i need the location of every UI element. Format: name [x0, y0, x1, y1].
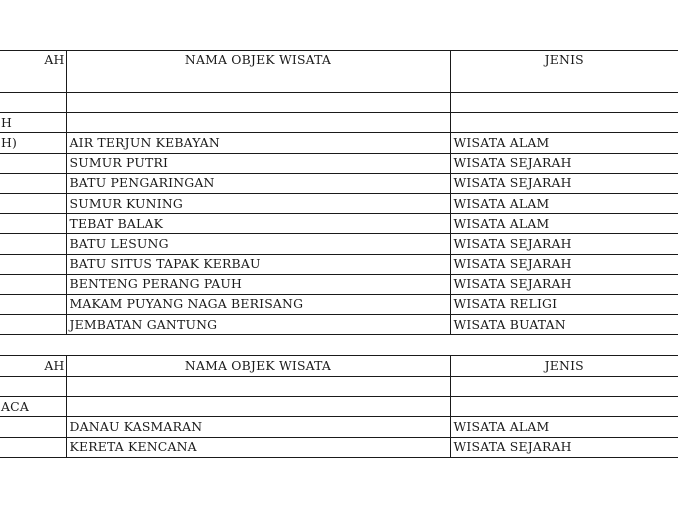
row-cell-truncated [0, 254, 66, 274]
row-cell-attraction-name [66, 397, 450, 417]
header-cell-truncated: AH [0, 356, 66, 377]
table-row [0, 274, 678, 294]
row-cell-attraction-name: SUMUR PUTRI [66, 153, 450, 173]
header-cell-truncated: AH [0, 51, 66, 93]
table-row [0, 315, 678, 335]
row-cell-attraction-name: KERETA KENCANA [66, 437, 450, 457]
row-cell-type: WISATA SEJARAH [450, 234, 678, 254]
row-cell-truncated: H [0, 113, 66, 133]
row-cell-attraction-name: TEBAT BALAK [66, 214, 450, 234]
row-cell-attraction-name: MAKAM PUYANG NAGA BERISANG [66, 294, 450, 314]
header-cell-attraction-name: NAMA OBJEK WISATA [66, 51, 450, 93]
row-cell-truncated: ACA [0, 397, 66, 417]
row-cell-type: WISATA SEJARAH [450, 274, 678, 294]
table-row [0, 437, 678, 457]
table-row [0, 214, 678, 234]
row-cell-truncated [0, 234, 66, 254]
row-cell-type: WISATA SEJARAH [450, 173, 678, 193]
row-cell-truncated [0, 315, 66, 335]
row-cell-attraction-name: BATU PENGARINGAN [66, 173, 450, 193]
row-cell-type: WISATA SEJARAH [450, 437, 678, 457]
row-cell-attraction-name [66, 93, 450, 113]
row-cell-truncated [0, 274, 66, 294]
table-row [0, 254, 678, 274]
row-cell-type: WISATA SEJARAH [450, 254, 678, 274]
row-cell-truncated [0, 294, 66, 314]
row-cell-attraction-name: DANAU KASMARAN [66, 417, 450, 437]
row-cell-attraction-name: BATU LESUNG [66, 234, 450, 254]
row-cell-truncated [0, 417, 66, 437]
table-row [0, 153, 678, 173]
row-cell-type [450, 397, 678, 417]
row-cell-type: WISATA RELIGI [450, 294, 678, 314]
row-cell-type: WISATA ALAM [450, 133, 678, 153]
table-row [0, 234, 678, 254]
row-cell-type [450, 113, 678, 133]
table-row [0, 93, 678, 113]
table-header-row [0, 51, 678, 93]
table-row [0, 193, 678, 213]
row-cell-truncated [0, 377, 66, 397]
row-cell-type [450, 377, 678, 397]
table-row [0, 133, 678, 153]
tourism-table-2 [0, 355, 678, 458]
row-cell-attraction-name: AIR TERJUN KEBAYAN [66, 133, 450, 153]
row-cell-type: WISATA ALAM [450, 214, 678, 234]
row-cell-truncated [0, 153, 66, 173]
row-cell-truncated [0, 437, 66, 457]
row-cell-type: WISATA SEJARAH [450, 153, 678, 173]
table-row [0, 397, 678, 417]
table-row [0, 377, 678, 397]
row-cell-truncated [0, 93, 66, 113]
table-header-row [0, 356, 678, 377]
row-cell-type: WISATA ALAM [450, 193, 678, 213]
table-row [0, 417, 678, 437]
row-cell-type: WISATA ALAM [450, 417, 678, 437]
header-cell-type: JENIS [450, 356, 678, 377]
row-cell-attraction-name: SUMUR KUNING [66, 193, 450, 213]
row-cell-attraction-name [66, 113, 450, 133]
row-cell-truncated: H) [0, 133, 66, 153]
row-cell-type [450, 93, 678, 113]
table-row [0, 173, 678, 193]
row-cell-type: WISATA BUATAN [450, 315, 678, 335]
table-row [0, 294, 678, 314]
row-cell-truncated [0, 214, 66, 234]
header-cell-type: JENIS [450, 51, 678, 93]
table-row [0, 113, 678, 133]
row-cell-attraction-name [66, 377, 450, 397]
row-cell-truncated [0, 193, 66, 213]
tourism-table-1 [0, 50, 678, 335]
row-cell-attraction-name: BATU SITUS TAPAK KERBAU [66, 254, 450, 274]
header-cell-attraction-name: NAMA OBJEK WISATA [66, 356, 450, 377]
row-cell-attraction-name: BENTENG PERANG PAUH [66, 274, 450, 294]
row-cell-attraction-name: JEMBATAN GANTUNG [66, 315, 450, 335]
row-cell-truncated [0, 173, 66, 193]
